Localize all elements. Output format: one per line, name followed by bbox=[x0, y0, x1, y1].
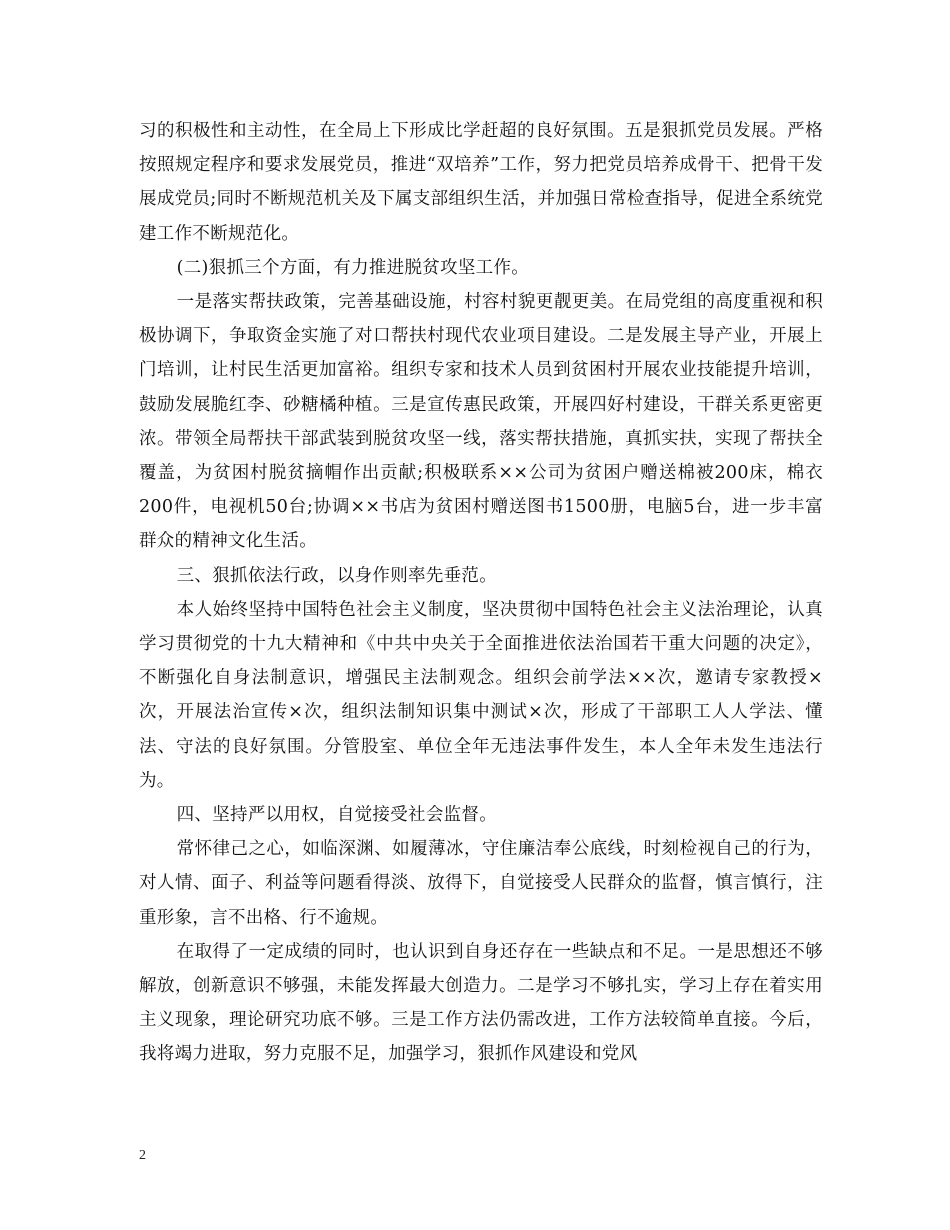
section-heading-supervision: 四、坚持严以用权，自觉接受社会监督。 bbox=[176, 805, 498, 826]
section-heading-law-administration: 三、狠抓依法行政，以身作则率先垂范。 bbox=[176, 565, 498, 586]
section-heading-poverty-alleviation: (二)狠抓三个方面，有力推进脱贫攻坚工作。 bbox=[176, 257, 530, 278]
document-body bbox=[139, 114, 823, 1072]
page-number: 2 bbox=[139, 1148, 146, 1163]
paragraph-shortcomings: 在取得了一定成绩的同时，也认识到自身还存在一些缺点和不足。一是思想还不够解放，创新意识不够强，未能发挥最大创造力。二是学习不够扎实，学习上存在着实用主义现象，理论研究功底不够。三是工作方法仍需改进，工作方法较简单直接。今后，我将竭力进取，努力克服不足，加强学习，狠抓作风建设和党风 bbox=[139, 941, 823, 1065]
paragraph-poverty-alleviation: 一是落实帮扶政策，完善基础设施，村容村貌更靓更美。在局党组的高度重视和积极协调下，争取资金实施了对口帮扶村现代农业项目建设。二是发展主导产业，开展上门培训，让村民生活更加富裕。组织专家和技术人员到贫困村开展农业技能提升培训，鼓励发展脆红李、砂糖橘种植。三是宣传惠民政策，开展四好村建设，干群关系更密更浓。带领全局帮扶干部武装到脱贫攻坚一线，落实帮扶措施，真抓实扶，实现了帮扶全覆盖，为贫困村脱贫摘帽作出贡献;积极联系××公司为贫困户赠送棉被200床，棉衣200件，电视机50台;协调××书店为贫困村赠送图书1500册，电脑5台，进一步丰富群众的精神文化生活。 bbox=[139, 292, 823, 552]
paragraph-1: 习的积极性和主动性，在全局上下形成比学赶超的良好氛围。五是狠抓党员发展。严格按照规定程序和要求发展党员，推进“双培养”工作，努力把党员培养成骨干、把骨干发展成党员;同时不断规范机关及下属支部组织生活，并加强日常检查指导，促进全系统党建工作不断规范化。 bbox=[139, 121, 823, 244]
paragraph-law-administration: 本人始终坚持中国特色社会主义制度，坚决贯彻中国特色社会主义法治理论，认真学习贯彻党的十九大精神和《中共中央关于全面推进依法治国若干重大问题的决定》，不断强化自身法制意识，增强民主法制观念。组织会前学法××次，邀请专家教授×次，开展法治宣传×次，组织法制知识集中测试×次，形成了干部职工人人学法、懂法、守法的良好氛围。分管股室、单位全年无违法事件发生，本人全年未发生违法行为。 bbox=[139, 599, 823, 791]
paragraph-supervision: 常怀律己之心，如临深渊、如履薄冰，守住廉洁奉公底线，时刻检视自己的行为，对人情、面子、利益等问题看得淡、放得下，自觉接受人民群众的监督，慎言慎行，注重形象，言不出格、行不逾规。 bbox=[139, 839, 823, 928]
